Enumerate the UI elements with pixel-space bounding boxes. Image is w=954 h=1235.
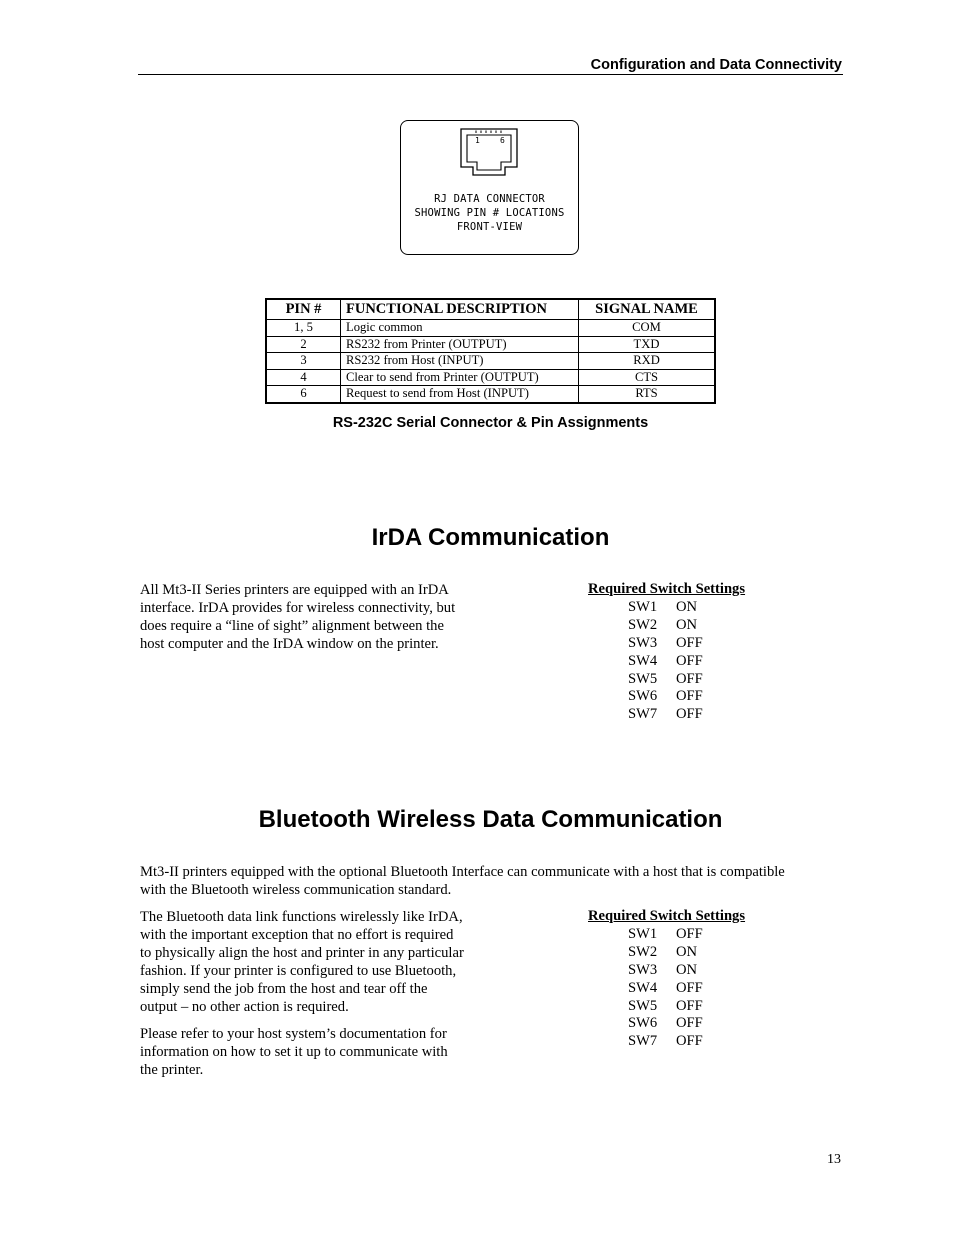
table-caption: RS-232C Serial Connector & Pin Assignments: [332, 415, 649, 431]
switch-row: [588, 1015, 745, 1033]
irda-switch-settings: [588, 581, 745, 724]
table-row: [266, 369, 715, 386]
table-header-row: [266, 299, 715, 320]
page-number: 13: [827, 1152, 841, 1167]
irda-heading: IrDA Communication: [371, 524, 610, 551]
switch-row: [588, 926, 745, 944]
connector-label-line: RJ DATA CONNECTOR: [434, 193, 545, 205]
switch-name: SW2: [628, 943, 658, 960]
signal-cell: COM: [579, 320, 716, 337]
switch-value: OFF: [676, 1033, 703, 1050]
switch-value: OFF: [676, 979, 703, 996]
text-line: All Mt3-II Series printers are equipped with an IrDA: [140, 582, 449, 598]
column-header-description: FUNCTIONAL DESCRIPTION: [341, 299, 579, 320]
text-line: the printer.: [140, 1062, 204, 1078]
description-cell: RS232 from Printer (OUTPUT): [341, 336, 579, 353]
text-line: to physically align the host and printer in any particular: [140, 945, 464, 961]
table-row: [266, 353, 715, 370]
bluetooth-intro: [140, 863, 840, 899]
text-line: output – no other action is required.: [140, 999, 349, 1015]
column-header-pin: PIN #: [266, 299, 341, 320]
pin-last-label: 6: [500, 136, 505, 145]
switch-value: OFF: [676, 634, 703, 651]
text-line: The Bluetooth data link functions wirelessly like IrDA,: [140, 909, 463, 925]
table-row: [266, 336, 715, 353]
switch-row: [588, 688, 745, 706]
text-line: host computer and the IrDA window on the printer.: [140, 636, 439, 652]
switch-name: SW3: [628, 961, 658, 978]
pin-cell: 2: [266, 336, 341, 353]
switch-name: SW5: [628, 997, 658, 1014]
text-line: interface. IrDA provides for wireless connectivity, but: [140, 600, 456, 616]
switch-settings-title: Required Switch Settings: [588, 908, 746, 924]
table-row: [266, 386, 715, 403]
switch-row: [588, 653, 745, 671]
pin-assignment-table: [265, 298, 716, 404]
switch-name: SW6: [628, 1015, 658, 1032]
text-line: information on how to set it up to communicate with: [140, 1044, 448, 1060]
switch-row: [588, 635, 745, 653]
header-rule: [138, 74, 843, 75]
switch-row: [588, 617, 745, 635]
switch-name: SW1: [628, 598, 658, 615]
switch-row: [588, 671, 745, 689]
pin-cell: 4: [266, 369, 341, 386]
switch-name: SW7: [628, 1033, 658, 1050]
description-cell: Logic common: [341, 320, 579, 337]
signal-cell: CTS: [579, 369, 716, 386]
switch-row: [588, 1033, 745, 1051]
column-header-signal: SIGNAL NAME: [579, 299, 716, 320]
text-line: Please refer to your host system’s documentation for: [140, 1026, 447, 1042]
switch-name: SW4: [628, 979, 658, 996]
rj-connector-figure: [400, 120, 579, 255]
pin-cell: 3: [266, 353, 341, 370]
irda-paragraph: [140, 581, 455, 653]
table-row: [266, 320, 715, 337]
switch-row: [588, 998, 745, 1016]
switch-name: SW7: [628, 706, 658, 723]
switch-value: ON: [676, 598, 698, 615]
text-line: with the important exception that no effort is required: [140, 927, 454, 943]
bluetooth-heading: Bluetooth Wireless Data Communication: [258, 806, 723, 833]
switch-name: SW3: [628, 634, 658, 651]
signal-cell: TXD: [579, 336, 716, 353]
text-line: simply send the job from the host and tear off the: [140, 981, 428, 997]
switch-name: SW1: [628, 925, 658, 942]
switch-value: OFF: [676, 670, 703, 687]
bluetooth-paragraph-1: [140, 908, 464, 1016]
switch-row: [588, 944, 745, 962]
connector-label-line: SHOWING PIN # LOCATIONS: [414, 207, 565, 219]
description-cell: Request to send from Host (INPUT): [341, 386, 579, 403]
text-line: does require a “line of sight” alignment between the: [140, 618, 444, 634]
switch-name: SW6: [628, 688, 658, 705]
switch-name: SW4: [628, 652, 658, 669]
text-line: with the Bluetooth wireless communication standard.: [140, 882, 452, 898]
pin-first-label: 1: [475, 136, 480, 145]
bluetooth-switch-settings: [588, 908, 745, 1051]
switch-value: OFF: [676, 1015, 703, 1032]
switch-settings-title: Required Switch Settings: [588, 581, 746, 597]
rj-jack-icon: [459, 127, 519, 179]
switch-name: SW5: [628, 670, 658, 687]
switch-value: OFF: [676, 706, 703, 723]
switch-value: OFF: [676, 997, 703, 1014]
switch-value: ON: [676, 961, 698, 978]
description-cell: RS232 from Host (INPUT): [341, 353, 579, 370]
switch-value: OFF: [676, 688, 703, 705]
switch-value: ON: [676, 616, 698, 633]
switch-value: ON: [676, 943, 698, 960]
pin-cell: 6: [266, 386, 341, 403]
switch-row: [588, 980, 745, 998]
description-cell: Clear to send from Printer (OUTPUT): [341, 369, 579, 386]
running-header-title: Configuration and Data Connectivity: [590, 57, 842, 73]
switch-row: [588, 599, 745, 617]
bluetooth-paragraph-2: [140, 1025, 448, 1079]
switch-row: [588, 962, 745, 980]
pin-cell: 1, 5: [266, 320, 341, 337]
switch-row: [588, 706, 745, 724]
signal-cell: RTS: [579, 386, 716, 403]
switch-name: SW2: [628, 616, 658, 633]
signal-cell: RXD: [579, 353, 716, 370]
connector-label-line: FRONT-VIEW: [456, 221, 523, 233]
switch-value: OFF: [676, 925, 703, 942]
switch-value: OFF: [676, 652, 703, 669]
text-line: Mt3-II printers equipped with the optional Bluetooth Interface can communicate with a host that is compatible: [140, 864, 785, 880]
text-line: fashion. If your printer is configured to use Bluetooth,: [140, 963, 457, 979]
